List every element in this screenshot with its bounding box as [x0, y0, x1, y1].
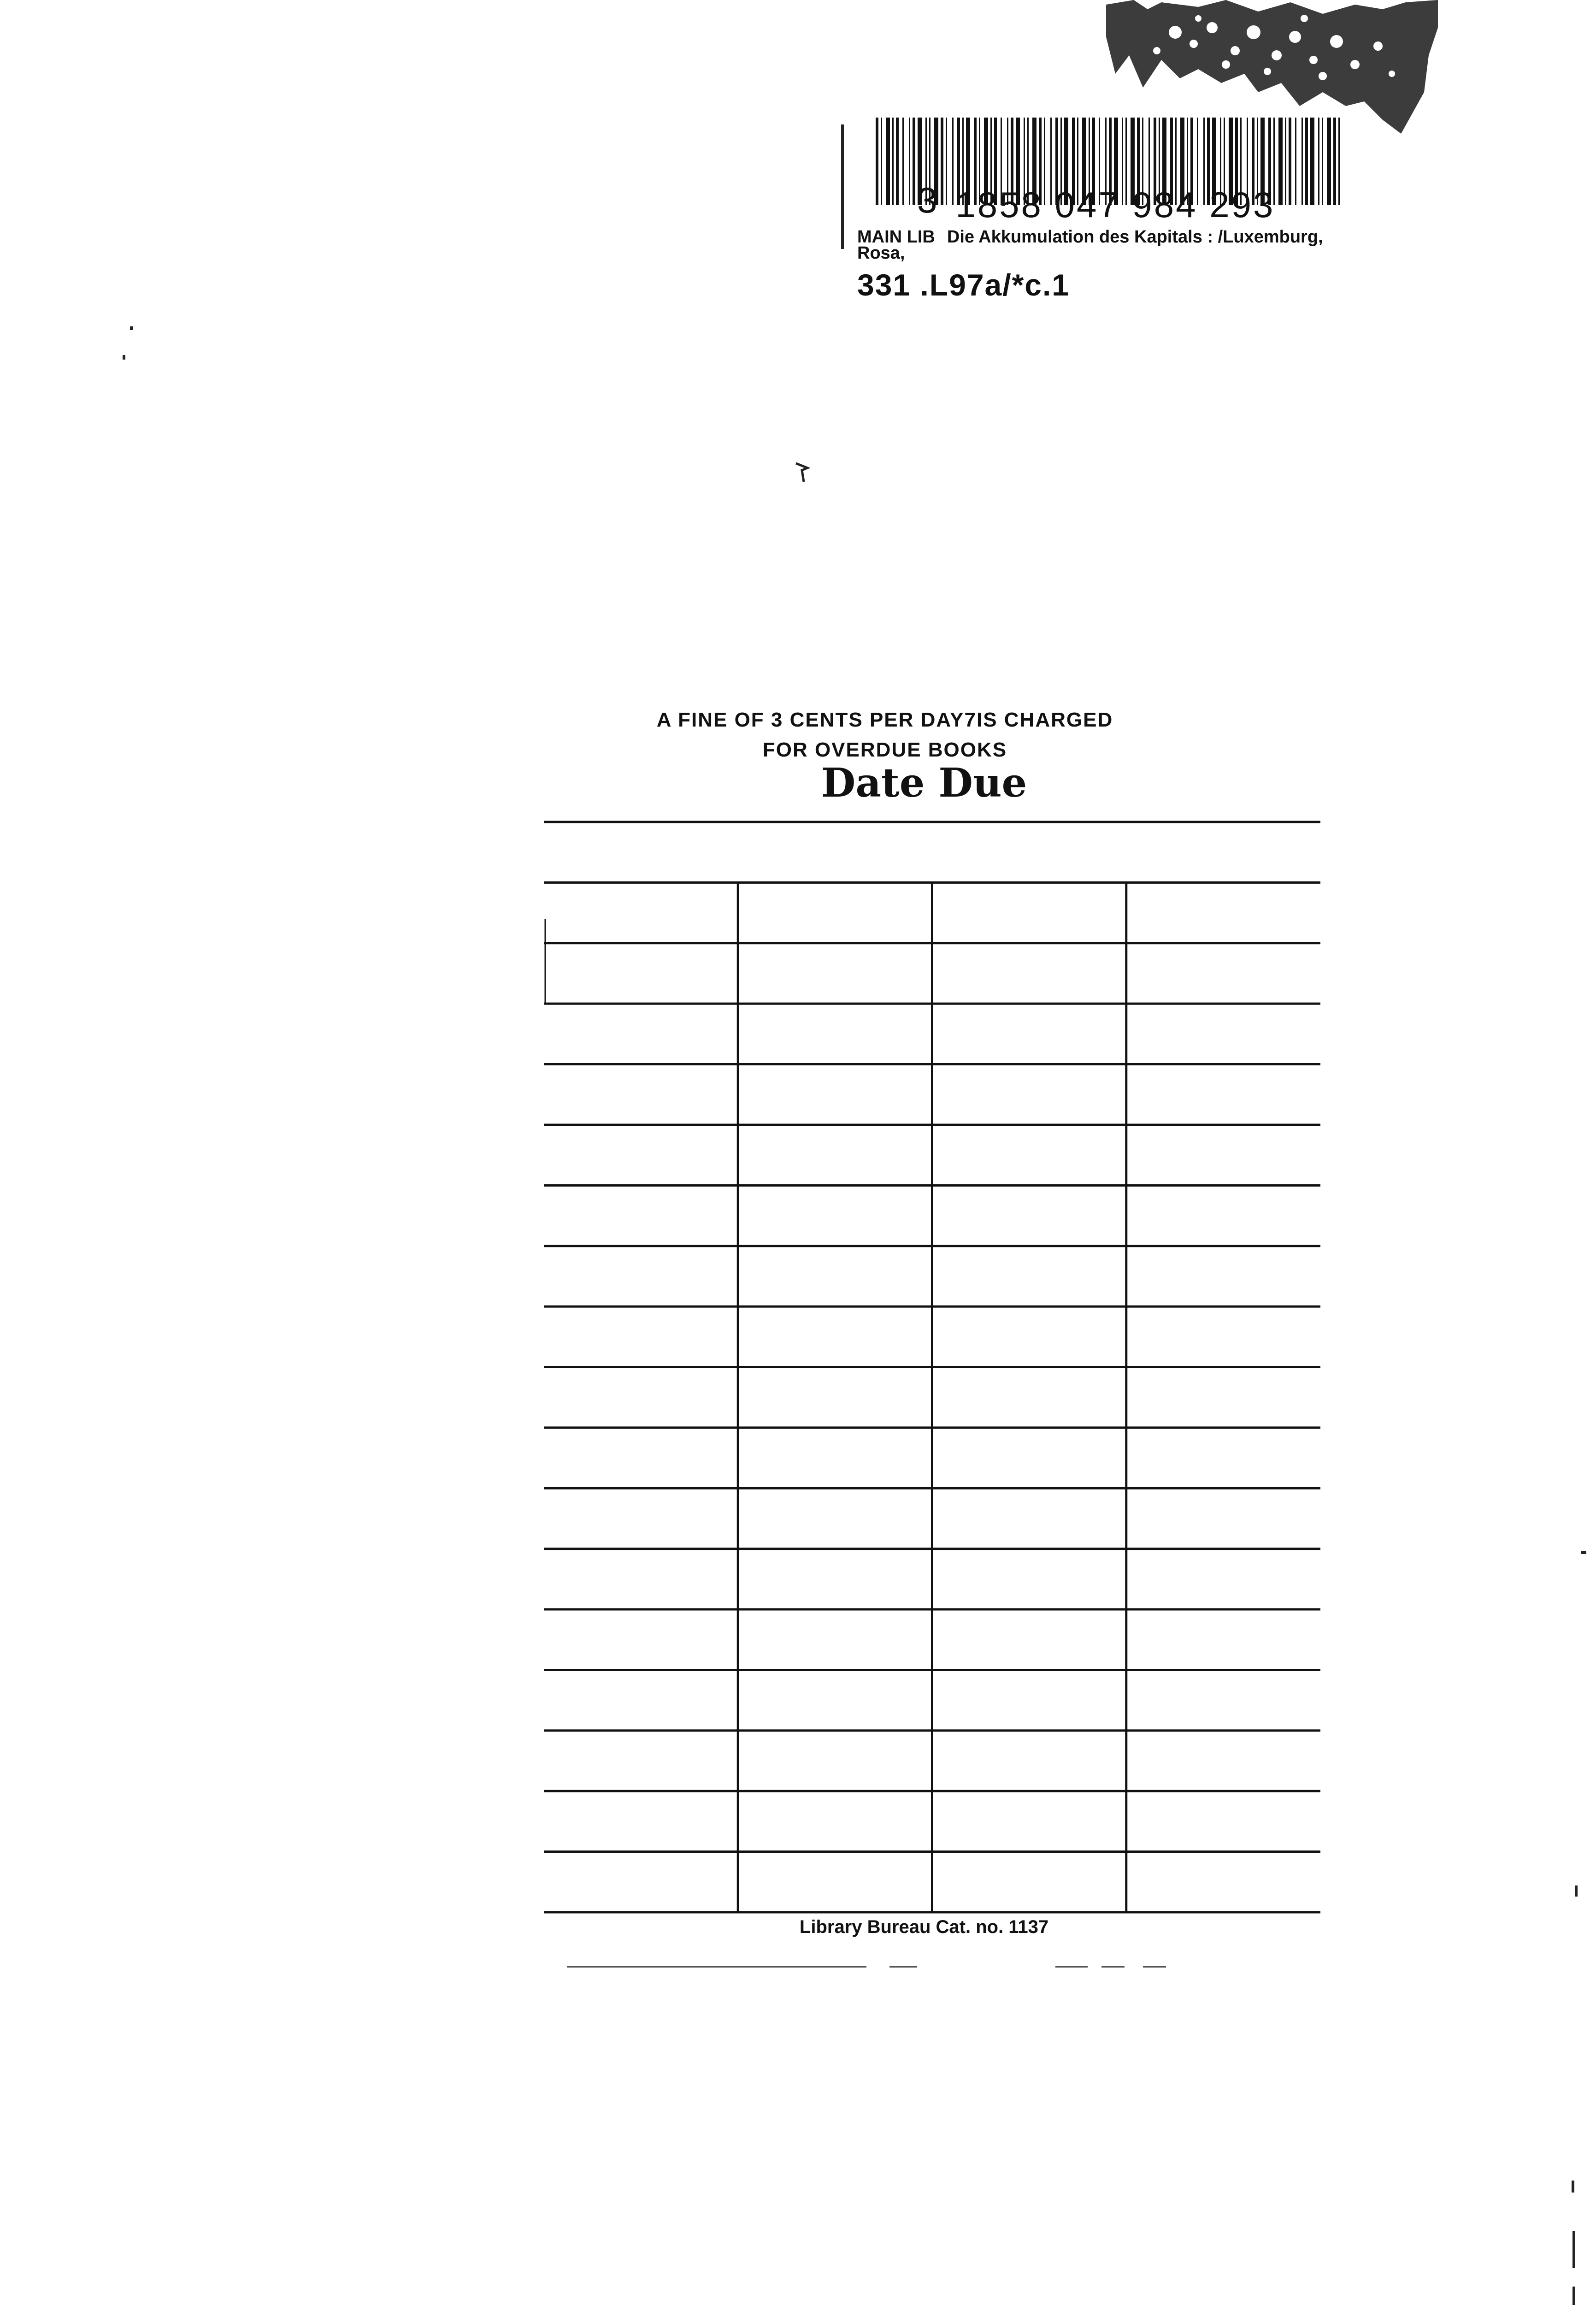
barcode-bar — [1302, 118, 1303, 205]
barcode-bar — [1305, 118, 1308, 205]
barcode-bar — [1322, 118, 1323, 205]
catalog-label: Library Bureau Cat. no. 1137 — [799, 1917, 1049, 1937]
barcode-number — [917, 180, 1275, 225]
fine-notice-line1: A FINE OF 3 CENTS PER DAY7IS CHARGED — [656, 709, 1113, 731]
date-due-table — [544, 820, 1320, 1915]
stray-mark — [1575, 1885, 1578, 1897]
barcode-bar — [1278, 118, 1283, 205]
stray-mark — [794, 461, 812, 484]
barcode-bar — [1289, 118, 1291, 205]
barcode-bar — [913, 118, 915, 205]
call-number: 331 .L97a/*c.1 — [857, 268, 1070, 302]
stray-mark — [1572, 2181, 1574, 2193]
barcode-bar — [909, 118, 910, 205]
fine-notice-line2: FOR OVERDUE BOOKS — [762, 739, 1007, 761]
barcode-bar — [902, 118, 904, 205]
stray-mark — [130, 326, 133, 330]
library-code: MAIN LIB — [857, 227, 935, 247]
barcode-bar — [886, 118, 890, 205]
barcode-bar — [896, 118, 899, 205]
barcode-bar — [892, 118, 894, 205]
book-author: Rosa, — [857, 243, 905, 263]
barcode-bar — [1327, 118, 1331, 205]
barcode-info-line — [857, 228, 1335, 246]
barcode-author-line — [857, 244, 905, 262]
barcode-bar — [1285, 118, 1286, 205]
barcode-edge-mark — [841, 124, 844, 249]
barcode-bar — [881, 118, 882, 205]
stray-mark — [1581, 1551, 1586, 1554]
barcode-bar — [876, 118, 878, 205]
barcode-bar — [1318, 118, 1319, 205]
stray-mark — [1572, 2287, 1575, 2305]
barcode-bar — [1338, 118, 1340, 205]
barcode-bar — [1333, 118, 1336, 205]
stray-mark — [1572, 2231, 1575, 2268]
book-title: Die Akkumulation des Kapitals : /Luxemburg, — [947, 227, 1323, 247]
barcode-number-rest: 1858 047 984 293 — [955, 184, 1275, 225]
card-edge-line — [567, 1966, 1189, 1968]
barcode-bar — [1310, 118, 1314, 205]
barcode-number-lead: 3 — [917, 180, 939, 220]
date-due-title: Date Due — [821, 760, 1027, 806]
stray-mark — [123, 355, 125, 360]
barcode-bar — [1295, 118, 1296, 205]
